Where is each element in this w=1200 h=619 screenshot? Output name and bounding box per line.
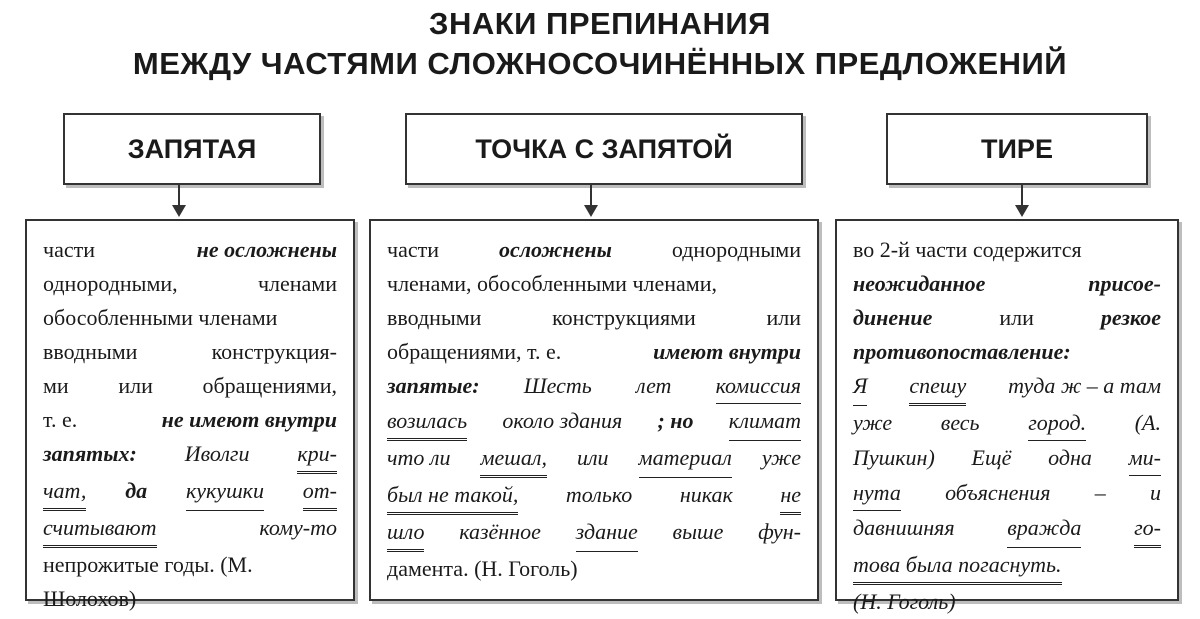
text-segment: материал (639, 441, 732, 478)
text-line (387, 478, 801, 515)
text-segment: был не такой, (387, 478, 518, 515)
text-segment: Шесть (523, 373, 592, 398)
text-line (43, 403, 337, 437)
text-segment: го- (1134, 511, 1161, 548)
heading-comma: ЗАПЯТАЯ (63, 113, 321, 185)
text-line (387, 369, 801, 404)
text-segment: одна (1048, 445, 1092, 470)
text-segment: членами, обособленными членами, (387, 271, 717, 296)
text-line (387, 301, 801, 335)
text-segment: конструкция- (211, 339, 337, 364)
text-segment: нута (853, 476, 901, 511)
text-segment: да (125, 478, 148, 503)
text-segment: уже (853, 410, 893, 435)
arrow-down-icon (1021, 183, 1023, 215)
text-segment: обособленными членами (43, 305, 278, 330)
text-segment: фун- (758, 519, 801, 544)
text-segment: не (780, 478, 801, 515)
text-line (43, 233, 337, 267)
text-segment: туда ж – а там (1008, 373, 1161, 398)
text-segment: мешал, (480, 441, 547, 478)
text-segment: кому-то (259, 515, 337, 540)
text-segment: считывают (43, 511, 157, 548)
text-line (43, 301, 337, 335)
text-line (853, 585, 1161, 619)
text-line (853, 406, 1161, 441)
text-line (853, 548, 1161, 585)
text-line (43, 437, 337, 474)
text-segment: вражда (1007, 511, 1081, 548)
text-segment: членами (257, 271, 337, 296)
text-segment: вводными (387, 305, 482, 330)
text-line (387, 552, 801, 586)
text-segment: во 2-й части содержится (853, 237, 1082, 262)
text-segment: части (43, 237, 95, 262)
text-segment: обращениями, т. е. (387, 339, 562, 364)
text-segment: только (565, 482, 633, 507)
text-segment: Шолохов) (43, 586, 137, 611)
text-segment: что ли (387, 445, 451, 470)
text-segment: однородными (671, 237, 801, 262)
rule-box-dash (835, 219, 1179, 614)
text-segment: дамента. (Н. Гоголь) (387, 556, 578, 581)
text-segment: от- (303, 474, 337, 511)
text-segment: конструкциями (552, 305, 696, 330)
text-line (853, 301, 1161, 335)
text-segment: Ещё (971, 445, 1012, 470)
text-segment: Пушкин) (853, 445, 935, 470)
text-line (853, 476, 1161, 511)
text-segment: однородными, (43, 271, 178, 296)
text-segment: лет (635, 373, 672, 398)
text-segment: това была погаснуть. (853, 548, 1062, 585)
text-line (853, 441, 1161, 476)
text-segment: или (118, 373, 153, 398)
text-segment: противопоставление: (853, 339, 1071, 364)
text-segment: здание (576, 515, 638, 552)
text-segment: – (1094, 480, 1106, 505)
text-segment: динение (853, 305, 933, 330)
text-segment: не осложнены (196, 237, 337, 262)
text-line (387, 515, 801, 552)
text-line (43, 511, 337, 548)
text-line (43, 548, 337, 582)
text-segment: (Н. Гоголь) (853, 589, 956, 614)
text-line (387, 441, 801, 478)
text-segment: части (387, 237, 439, 262)
text-segment: присое- (1088, 271, 1161, 296)
text-segment: около здания (502, 408, 623, 433)
text-segment: и (1149, 480, 1161, 505)
text-line (387, 233, 801, 267)
text-segment: город. (1028, 406, 1086, 441)
rule-box-comma (25, 219, 355, 611)
text-segment: резкое (1100, 305, 1161, 330)
text-segment: запятые: (387, 373, 480, 398)
text-segment: комиссия (716, 369, 801, 404)
text-line (853, 233, 1161, 267)
text-segment: или (576, 445, 609, 470)
text-segment: запятых: (43, 441, 137, 466)
text-segment: выше (672, 519, 724, 544)
text-line (43, 335, 337, 369)
text-line (387, 335, 801, 369)
text-segment: т. е. (43, 407, 78, 432)
text-segment: или (766, 305, 801, 330)
text-segment: ми- (1129, 441, 1161, 476)
text-line (853, 335, 1161, 369)
text-segment: не имеют внутри (161, 407, 337, 432)
heading-dash: ТИРЕ (886, 113, 1148, 185)
text-segment: ми (43, 373, 69, 398)
text-line (43, 267, 337, 301)
text-segment: обращениями, (202, 373, 337, 398)
arrow-down-icon (178, 183, 180, 215)
text-line (43, 369, 337, 403)
heading-semicolon: ТОЧКА С ЗАПЯТОЙ (405, 113, 803, 185)
text-segment: кри- (297, 437, 337, 474)
text-segment: чат, (43, 474, 86, 511)
text-segment: осложнены (498, 237, 612, 262)
text-segment: спешу (909, 369, 966, 406)
text-segment: ; но (657, 408, 694, 433)
text-segment: Иволги (184, 441, 250, 466)
text-segment: никак (679, 482, 733, 507)
text-segment: непрожитые годы. (М. (43, 552, 253, 577)
text-segment: имеют внутри (653, 339, 801, 364)
text-segment: казённое (459, 519, 541, 544)
title-line-2: МЕЖДУ ЧАСТЯМИ СЛОЖНОСОЧИНЁННЫХ ПРЕДЛОЖЕНИЙ (132, 46, 1068, 81)
text-segment: вводными (43, 339, 138, 364)
text-line (853, 511, 1161, 548)
text-line (43, 474, 337, 511)
text-line (387, 404, 801, 441)
text-segment: уже (761, 445, 801, 470)
text-segment: возилась (387, 404, 467, 441)
text-segment: шло (387, 515, 424, 552)
text-line (853, 369, 1161, 406)
text-segment: климат (729, 404, 801, 441)
text-segment: кукушки (186, 474, 264, 511)
rule-box-semicolon (369, 219, 819, 601)
text-segment: (А. (1134, 410, 1161, 435)
text-segment: давнишняя (853, 515, 955, 540)
text-segment: весь (940, 410, 980, 435)
text-line (43, 582, 337, 616)
arrow-down-icon (590, 183, 592, 215)
text-segment: или (999, 305, 1034, 330)
text-segment: неожиданное (853, 271, 986, 296)
title-line-1: ЗНАКИ ПРЕПИНАНИЯ (429, 6, 771, 41)
text-segment: объяснения (945, 480, 1051, 505)
text-segment: Я (853, 369, 867, 406)
text-line (853, 267, 1161, 301)
text-line (387, 267, 801, 301)
